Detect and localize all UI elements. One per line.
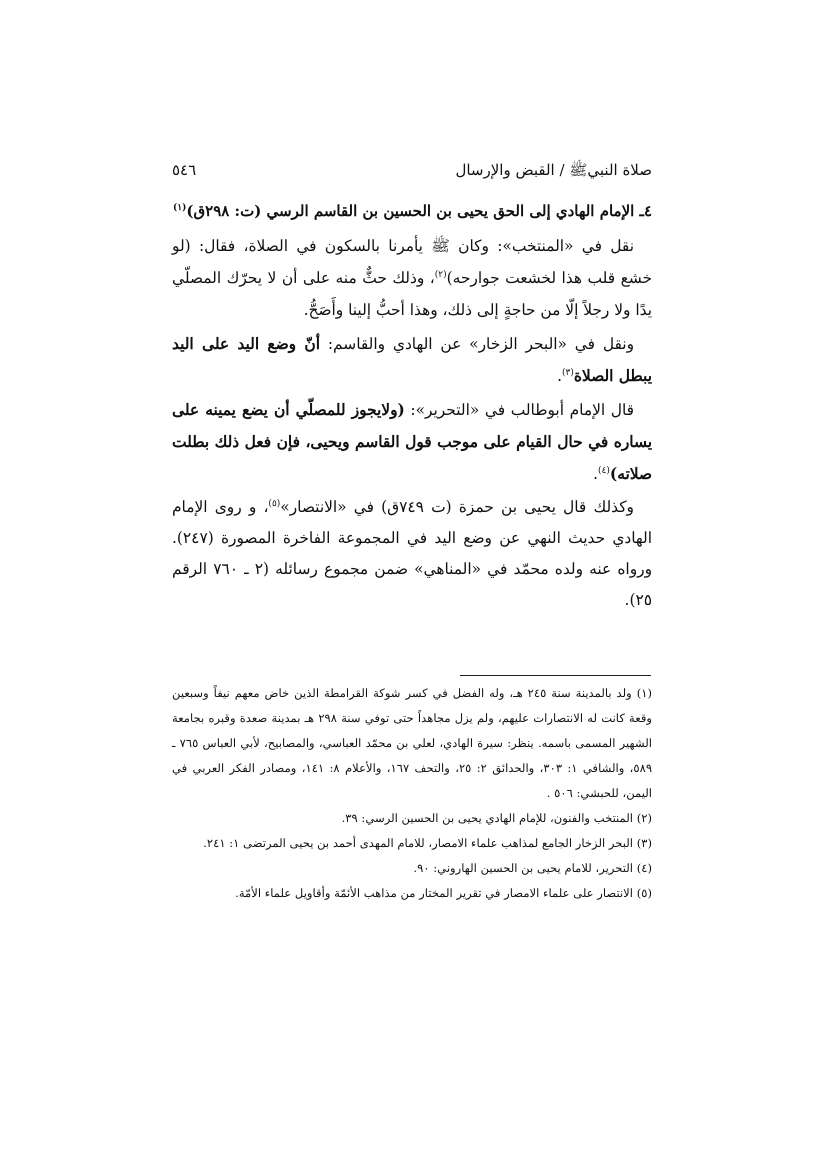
- paragraph-text: وكذلك قال يحيى بن حمزة (ت ٧٤٩ق) في «الانتصار»: [280, 498, 634, 516]
- footnote: (٥) الانتصار على علماء الامصار في تقرير المختار من مذاهب الأئمّة وأقاويل علماء الأمّة.: [235, 886, 652, 900]
- bold-quote: (ولايجوز للمصلّي أن يضع يمينه على يساره في حال القيام على موجب قول القاسم ويحيى، فإن فعل ذلك بطلت صلاته): [172, 401, 652, 483]
- footnote-divider: [460, 675, 651, 676]
- paragraph-text: .: [593, 465, 599, 483]
- footnote-ref: (٣): [561, 367, 574, 378]
- paragraph: [172, 328, 652, 392]
- footnote: (٣) البحر الزخار الجامع لمذاهب علماء الامصار، للامام المهدى أحمد بن يحيى المرتضى ١: ٢٤١.: [203, 836, 652, 850]
- footnote-ref: (١): [173, 203, 187, 213]
- footnote-ref: (٤): [598, 465, 610, 476]
- paragraph-text: ونقل في «البحر الزخار» عن الهادي والقاسم:: [320, 335, 635, 353]
- footnote: (٢) المنتخب والفنون، للإمام الهادي يحيى بن الحسين الرسي: ٣٩.: [341, 811, 652, 825]
- main-text: [172, 196, 652, 618]
- page-header: [172, 157, 652, 183]
- footnote-ref: (٥): [268, 498, 281, 509]
- paragraph: [172, 492, 652, 616]
- running-title: صلاة النبيﷺ / القبض والإرسال: [455, 161, 652, 179]
- paragraph-text: ، و روى الإمام الهادي حديث النهي عن وضع اليد في المجموعة الفاخرة المصورة (٢٤٧). ورواه عنه ولده محمّد في «المناهي» ضمن مجموع رسائله (٢ ـ ٧٦٠ الرقم ٢٥).: [172, 498, 652, 609]
- footnote: (٤) التحرير، للامام يحيى بن الحسين الهاروني: ٩٠.: [413, 861, 652, 875]
- paragraph: [172, 230, 652, 326]
- section-heading: [172, 196, 652, 226]
- footnotes: [172, 681, 652, 906]
- paragraph-text: نقل في «المنتخب»: وكان ﷺ يأمرنا بالسكون في الصلاة، فقال: (لو خشع قلب هذا لخشعت جوارحه): [172, 237, 653, 287]
- section-heading-text: ٤ـ الإمام الهادي إلى الحق يحيى بن الحسين بن القاسم الرسي (ت: ٢٩٨ق): [186, 202, 652, 220]
- footnote-ref: (٢): [434, 269, 447, 280]
- paragraph: [172, 394, 652, 490]
- footnote: (١) ولد بالمدينة سنة ٢٤٥ هـ، وله الفضل في كسر شوكة القرامطة الذين خاض معهم نيفاً وسبعين وقعة كانت له الانتصارات عليهم، ولم يزل مجاهداً حتى توفي سنة ٢٩٨ هـ بمدينة صعدة وقبره بجامعة الشهير المسمى باسمه. ينظر: سيرة الهادي، لعلي بن محمّد العباسي، والمصابيح، لأبي العباس ٧٦٥ ـ ٥٨٩، والشافي ١: ٣٠٣، والحدائق ٢: ٢٥، والتحف ١٦٧، والأعلام ٨: ١٤١، ومصادر الفكر العربي في اليمن، للحبشي: ٥٠٦ .: [172, 686, 653, 800]
- page-number: ٥٤٦: [172, 161, 197, 179]
- paragraph-text: ، وذلك حثٌّ منه على أن لا يحرّك المصلّي يدًا ولا رجلاً إلّا من حاجةٍ إلى ذلك، وهذا أحبُّ إلينا وأَصَحُّ.: [172, 269, 652, 319]
- paragraph-text: قال الإمام أبوطالب في «التحرير»:: [404, 401, 634, 419]
- paragraph-text: .: [557, 367, 562, 385]
- bold-quote: أنّ وضع اليد على اليد يبطل الصلاة: [172, 335, 652, 385]
